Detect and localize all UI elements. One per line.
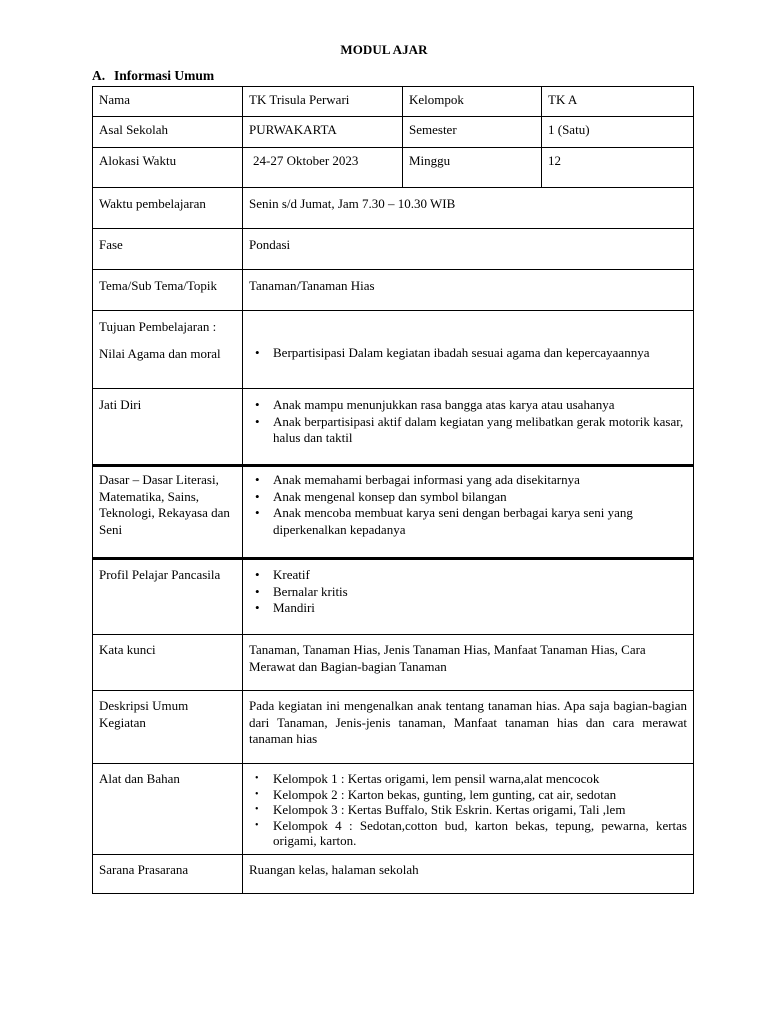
section-heading	[92, 68, 214, 84]
jati-list-cell	[243, 389, 693, 464]
list-item: • Anak mencoba membuat karya seni dengan berbagai karya seni yang diperkenalkan kepadanya	[249, 505, 687, 538]
table-row-deskripsi	[92, 691, 694, 764]
sarana-label: Sarana Prasarana	[93, 855, 243, 893]
sarana-value: Ruangan kelas, halaman sekolah	[249, 862, 419, 877]
section-title: Informasi Umum	[114, 68, 215, 83]
alokasi-label: Alokasi Waktu	[93, 148, 243, 187]
kelompok-label: Kelompok	[403, 87, 542, 116]
kata-value: Tanaman, Tanaman Hias, Jenis Tanaman Hias, Manfaat Tanaman Hias, Cara Merawat dan Bagian-bagian Tanaman	[249, 642, 646, 674]
alokasi-value: 24-27 Oktober 2023	[243, 148, 403, 187]
alat-label: Alat dan Bahan	[93, 764, 243, 854]
list-item: • Kreatif	[249, 567, 687, 584]
profil-list	[249, 567, 687, 617]
table-row-nama	[92, 86, 694, 117]
profil-label: Profil Pelajar Pancasila	[93, 560, 243, 634]
deskripsi-label: Deskripsi Umum Kegiatan	[93, 691, 243, 763]
table-row-kata-kunci	[92, 635, 694, 691]
deskripsi-value: Pada kegiatan ini mengenalkan anak tentang tanaman hias. Apa saja bagian-bagian dari Tanaman, Jenis-jenis tanaman, Manfaat tanaman hias dan cara merawat tanaman hias	[249, 698, 687, 746]
list-item: • Anak mampu menunjukkan rasa bangga atas karya atau usahanya	[249, 397, 687, 414]
table-row-sarana	[92, 855, 694, 894]
nilai-label-cell	[93, 311, 243, 388]
dasar-label: Dasar – Dasar Literasi, Matematika, Sains, Teknologi, Rekayasa dan Seni	[93, 467, 243, 557]
list-item: • Anak memahami berbagai informasi yang ada disekitarnya	[249, 472, 687, 489]
table-row-waktu	[92, 188, 694, 229]
asal-label: Asal Sekolah	[93, 117, 243, 147]
table-row-profil	[92, 558, 694, 635]
fase-value: Pondasi	[249, 237, 291, 252]
fase-label: Fase	[93, 229, 243, 269]
nilai-list	[249, 345, 687, 362]
asal-value: PURWAKARTA	[243, 117, 403, 147]
table-row-jati-diri	[92, 389, 694, 465]
tema-label: Tema/Sub Tema/Topik	[93, 270, 243, 310]
table-row-alokasi	[92, 148, 694, 188]
nama-label: Nama	[93, 87, 243, 116]
jati-label: Jati Diri	[93, 389, 243, 464]
nilai-label: Nilai Agama dan moral	[99, 345, 221, 361]
minggu-label: Minggu	[403, 148, 542, 187]
kelompok-value: TK A	[548, 92, 578, 107]
kata-label: Kata kunci	[93, 635, 243, 690]
document-title: MODUL AJAR	[340, 42, 428, 57]
info-table	[92, 86, 694, 894]
list-item: • Bernalar kritis	[249, 584, 687, 601]
semester-value: 1 (Satu)	[548, 122, 590, 137]
alat-list-cell	[243, 764, 693, 854]
dasar-list-cell	[243, 467, 693, 557]
table-row-nilai-agama	[92, 311, 694, 389]
nama-value: TK Trisula Perwari	[243, 87, 403, 116]
list-item: • Kelompok 3 : Kertas Buffalo, Stik Eskrin. Kertas origami, Tali ,lem	[249, 802, 687, 818]
table-row-dasar	[92, 465, 694, 558]
profil-list-cell	[243, 560, 693, 634]
alat-list	[249, 771, 687, 849]
semester-label: Semester	[403, 117, 542, 147]
jati-list	[249, 397, 687, 447]
list-item: • Kelompok 4 : Sedotan,cotton bud, karton bekas, tepung, pewarna, kertas origami, karton.	[249, 818, 687, 849]
list-item: • Kelompok 1 : Kertas origami, lem pensil warna,alat mencocok	[249, 771, 687, 787]
table-row-asal	[92, 117, 694, 148]
waktu-value: Senin s/d Jumat, Jam 7.30 – 10.30 WIB	[249, 196, 456, 211]
waktu-label: Waktu pembelajaran	[93, 188, 243, 228]
list-item: • Mandiri	[249, 600, 687, 617]
table-row-tema	[92, 270, 694, 311]
list-item: • Berpartisipasi Dalam kegiatan ibadah sesuai agama dan kepercayaannya	[249, 345, 687, 362]
minggu-value: 12	[548, 153, 561, 168]
table-row-alat	[92, 764, 694, 855]
table-row-fase	[92, 229, 694, 270]
section-letter: A.	[92, 68, 106, 83]
tema-value: Tanaman/Tanaman Hias	[249, 278, 375, 293]
tujuan-label: Tujuan Pembelajaran :	[99, 319, 217, 334]
nilai-list-cell	[243, 311, 693, 388]
list-item: • Anak mengenal konsep dan symbol bilangan	[249, 489, 687, 506]
dasar-list	[249, 472, 687, 538]
list-item: • Kelompok 2 : Karton bekas, gunting, lem gunting, cat air, sedotan	[249, 787, 687, 803]
list-item: • Anak berpartisipasi aktif dalam kegiatan yang melibatkan gerak motorik kasar, halus dan taktil	[249, 414, 687, 447]
